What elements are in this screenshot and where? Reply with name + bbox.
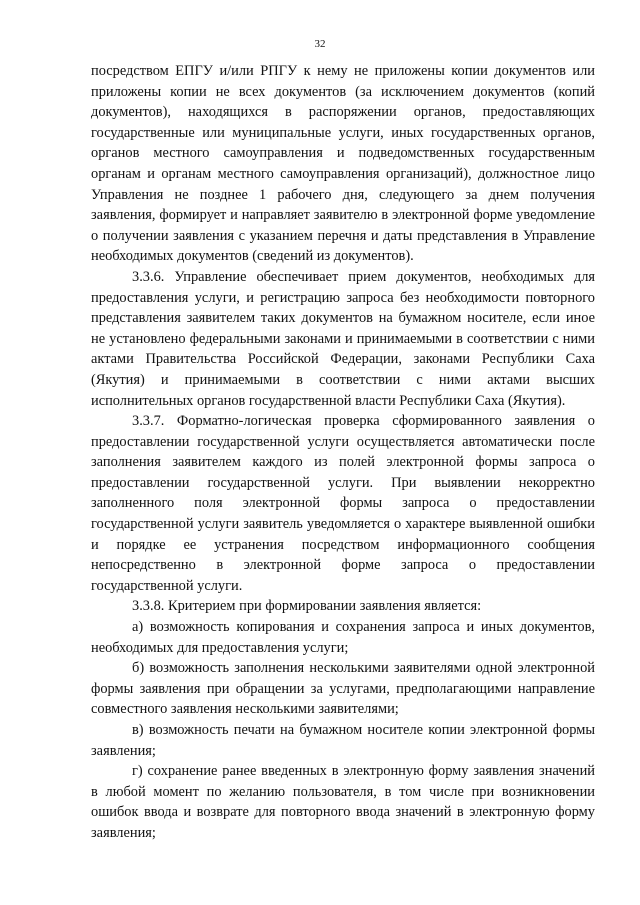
- paragraph-3-3-7: 3.3.7. Форматно-логическая проверка сформированного заявления о предоставлении государственной услуги осуществляется автоматически после заполнения заявителем каждого из полей электронной формы запроса о предоставлении государственной услуги. При выявлении некорректно заполненного поля электронной формы запроса о предоставлении государственной услуги заявитель уведомляется о характере выявленной ошибки и порядке ее устранения посредством информационного сообщения непосредственно в электронной форме запроса о предоставлении государственной услуги.: [91, 413, 595, 594]
- list-item-b: б) возможность заполнения несколькими заявителями одной электронной формы заявления при обращении за услугами, предполагающими направление совместного заявления несколькими заявителями;: [91, 660, 595, 718]
- document-body: [91, 61, 595, 844]
- list-item-v: в) возможность печати на бумажном носителе копии электронной формы заявления;: [91, 722, 595, 759]
- page-number: 32: [314, 38, 326, 50]
- list-item-a: а) возможность копирования и сохранения запроса и иных документов, необходимых для предоставления услуги;: [91, 619, 595, 656]
- paragraph-3-3-8: 3.3.8. Критерием при формировании заявления является:: [132, 598, 482, 615]
- list-item-g: г) сохранение ранее введенных в электронную форму заявления значений в любой момент по желанию пользователя, в том числе при возникновении ошибок ввода и возврате для повторного ввода значений в электронную форму заявления;: [91, 763, 595, 841]
- paragraph-continuation: посредством ЕПГУ и/или РПГУ к нему не приложены копии документов или приложены копии не всех документов (за исключением документов (копий документов), находящихся в распоряжении органов, предоставляющих государственные или муниципальные услуги, иных государственных органов, органов местного самоуправления и подведомственных государственным органам и органам местного самоуправления организаций), должностное лицо Управления не позднее 1 рабочего дня, следующего за днем получения заявления, формирует и направляет заявителю в электронной форме уведомление о получении заявления с указанием перечня и даты представления в Управление необходимых документов (сведений из документов).: [91, 63, 595, 265]
- paragraph-3-3-6: 3.3.6. Управление обеспечивает прием документов, необходимых для предоставления услуги, и регистрацию запроса без необходимости повторного представления заявителем таких документов на бумажном носителе, если иное не установлено федеральными законами и принимаемыми в соответствии с ними актами Правительства Российской Федерации, законами Республики Саха (Якутия) и принимаемыми в соответствии с ними актами высших исполнительных органов государственной власти Республики Саха (Якутия).: [91, 268, 595, 409]
